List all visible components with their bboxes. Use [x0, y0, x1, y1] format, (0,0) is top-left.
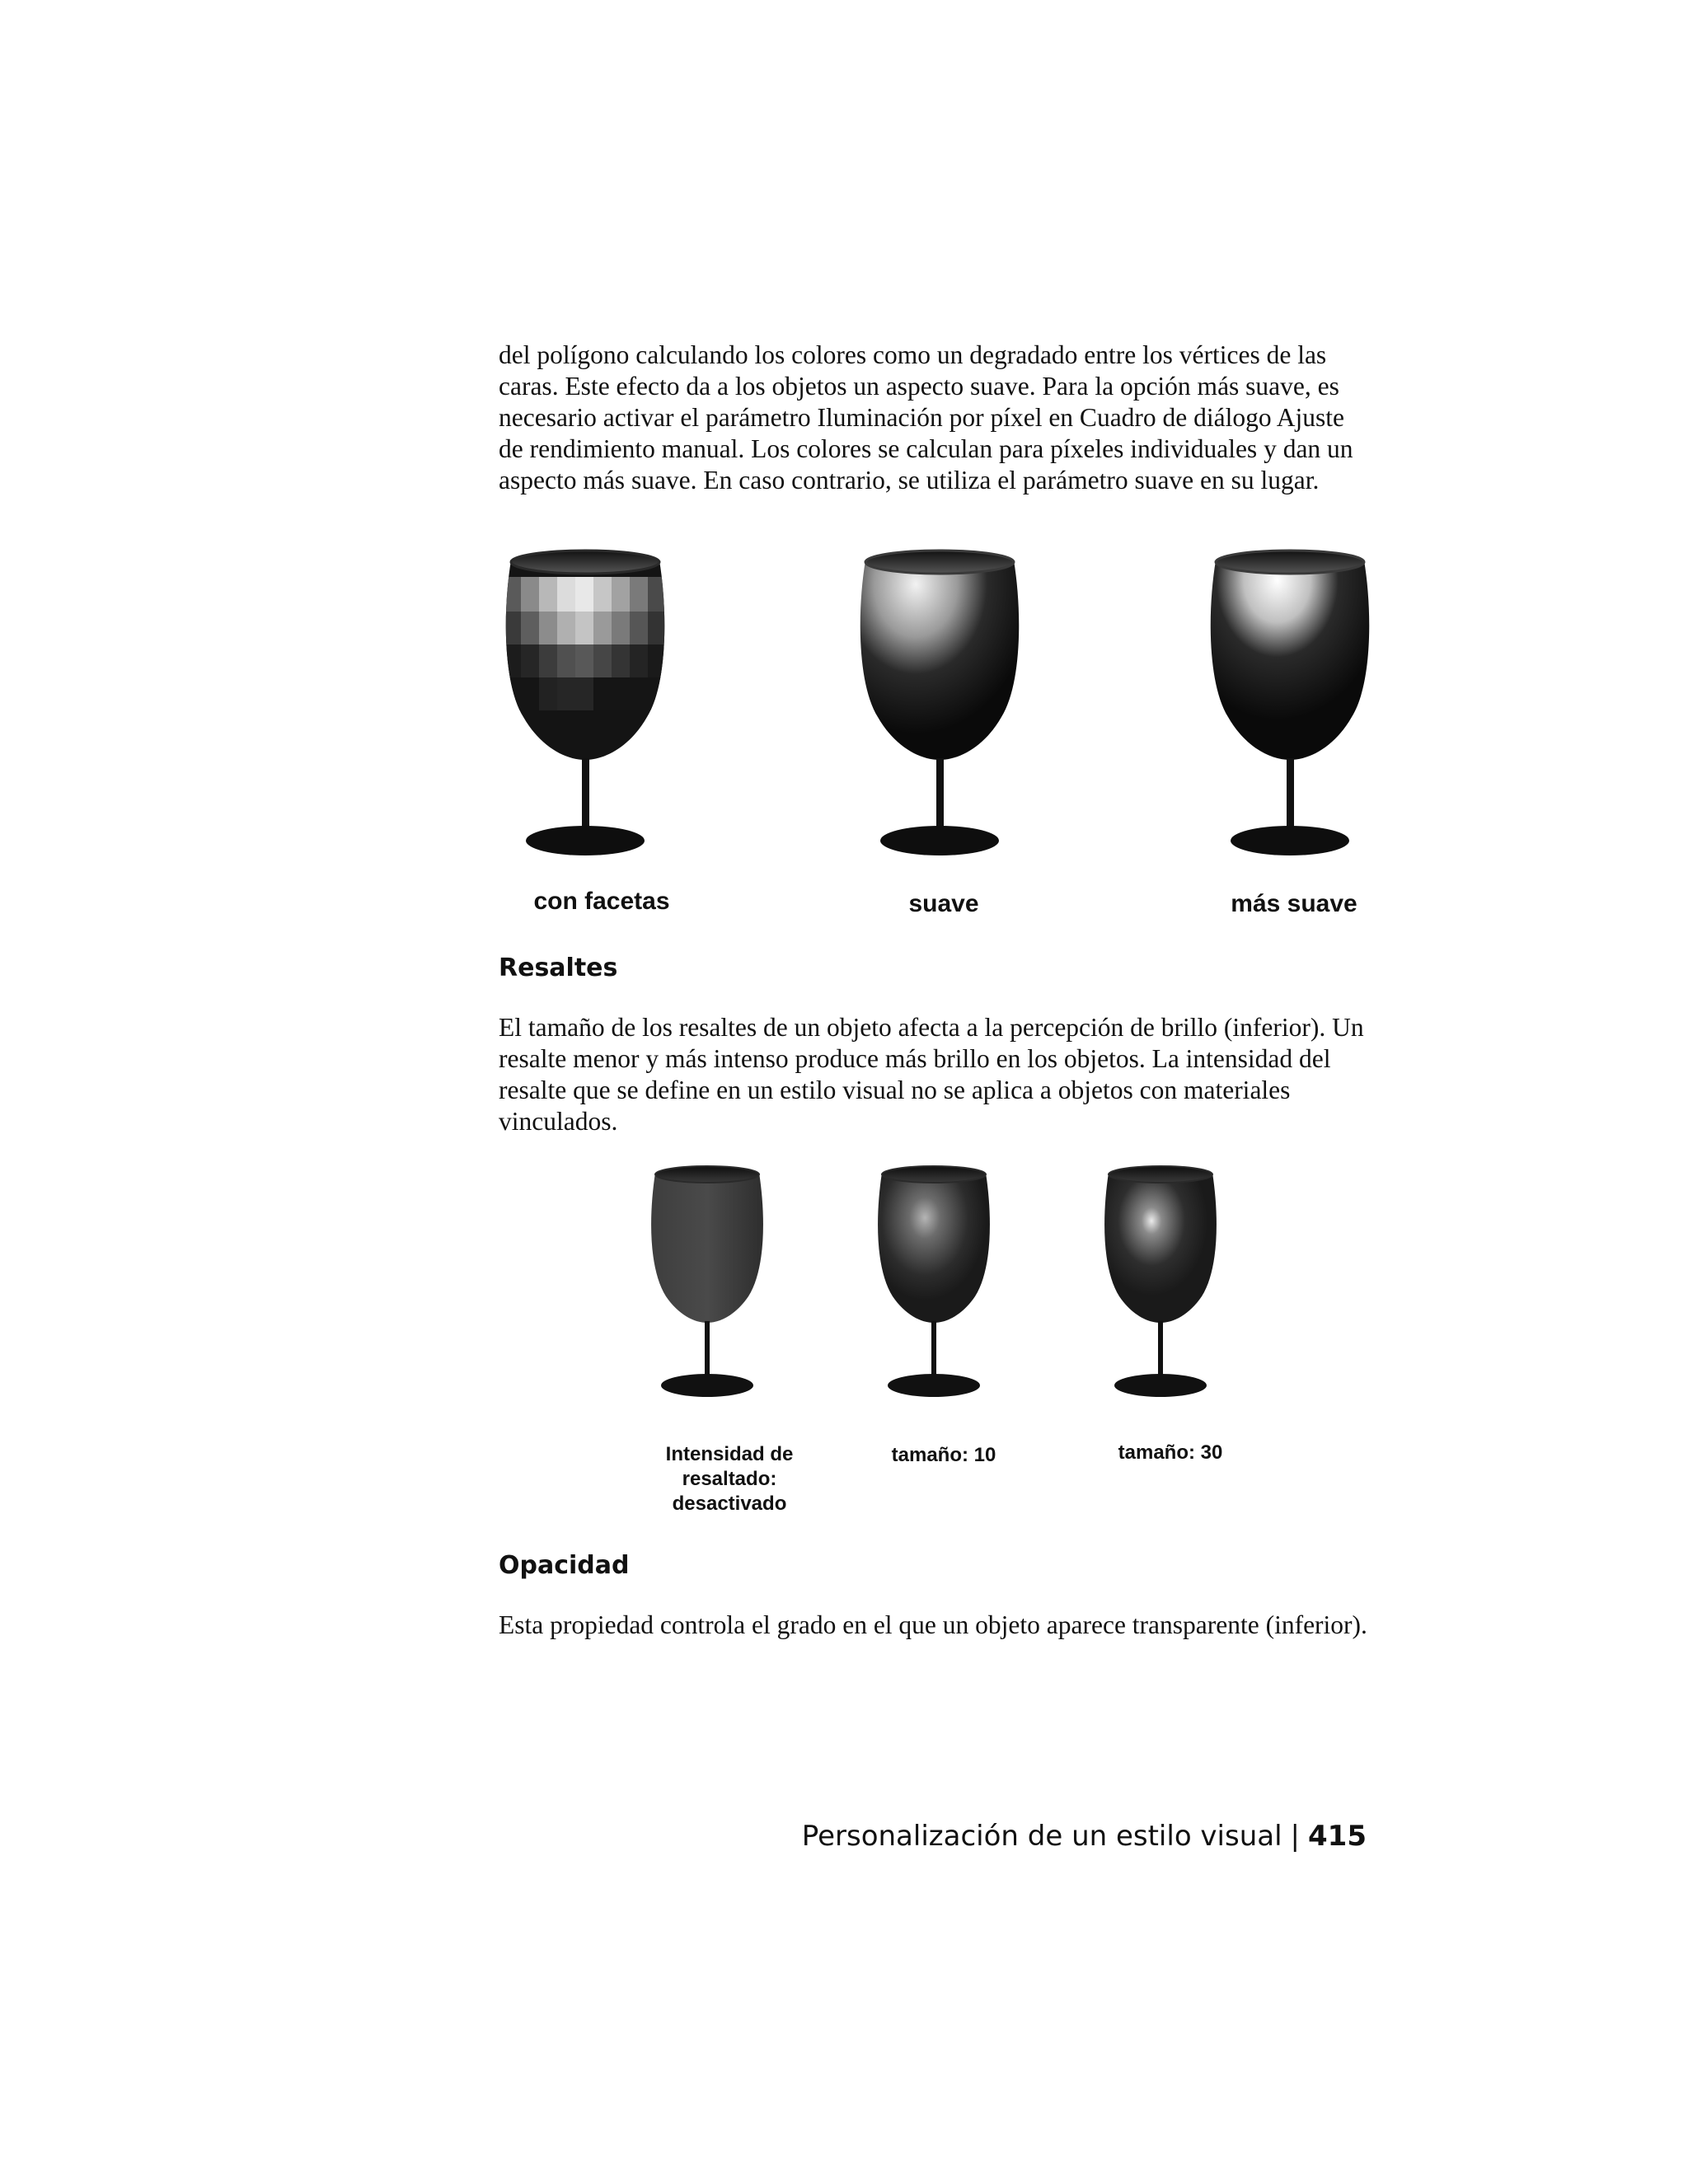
- caption-size-10: tamaño: 10: [891, 1444, 996, 1466]
- highlights-figure: [626, 1150, 1253, 1422]
- footer-separator: |: [1290, 1820, 1301, 1853]
- body-paragraph-2: El tamaño de los resaltes de un objeto afecta a la percepción de brillo (inferior). Un resalte menor y más intenso produce más brillo en los objetos. La intensidad del resalte que se define en un estilo visual no se aplica a objetos con materiales vinculados.: [499, 1013, 1364, 1136]
- highlight-size-30-glass: [1104, 1166, 1217, 1397]
- footer-section-title: Personalización de un estilo visual: [801, 1820, 1282, 1853]
- body-paragraph-1: del polígono calculando los colores como un degradado entre los vértices de las caras. Este efecto da a los objetos un aspecto suave. Para la opción más suave, es necesario activar el parámetro Iluminación por píxel en Cuadro de diálogo Ajuste de rendimiento manual. Los colores se calculan para píxeles individuales y dan un aspecto más suave. En caso contrario, se utiliza el parámetro suave en su lugar.: [499, 340, 1353, 494]
- page-footer: [802, 1820, 1367, 1853]
- highlight-size-10-glass: [878, 1166, 990, 1397]
- caption-smoother: más suave: [1231, 890, 1357, 917]
- page-number: 415: [1308, 1820, 1367, 1853]
- highlight-off-glass: [651, 1166, 763, 1397]
- heading-opacidad: Opacidad: [499, 1551, 630, 1580]
- caption-size-30: tamaño: 30: [1118, 1441, 1223, 1464]
- caption-highlight-off: Intensidad de resaltado: desactivado: [665, 1443, 794, 1515]
- heading-resaltes: Resaltes: [499, 954, 618, 982]
- caption-smooth: suave: [908, 890, 979, 917]
- body-paragraph-3: Esta propiedad controla el grado en el que un objeto aparece transparente (inferior).: [499, 1610, 1367, 1639]
- faceted-glass: [503, 551, 668, 855]
- smoother-glass: [1211, 551, 1369, 855]
- caption-faceted: con facetas: [533, 888, 670, 915]
- smooth-glass: [860, 551, 1019, 855]
